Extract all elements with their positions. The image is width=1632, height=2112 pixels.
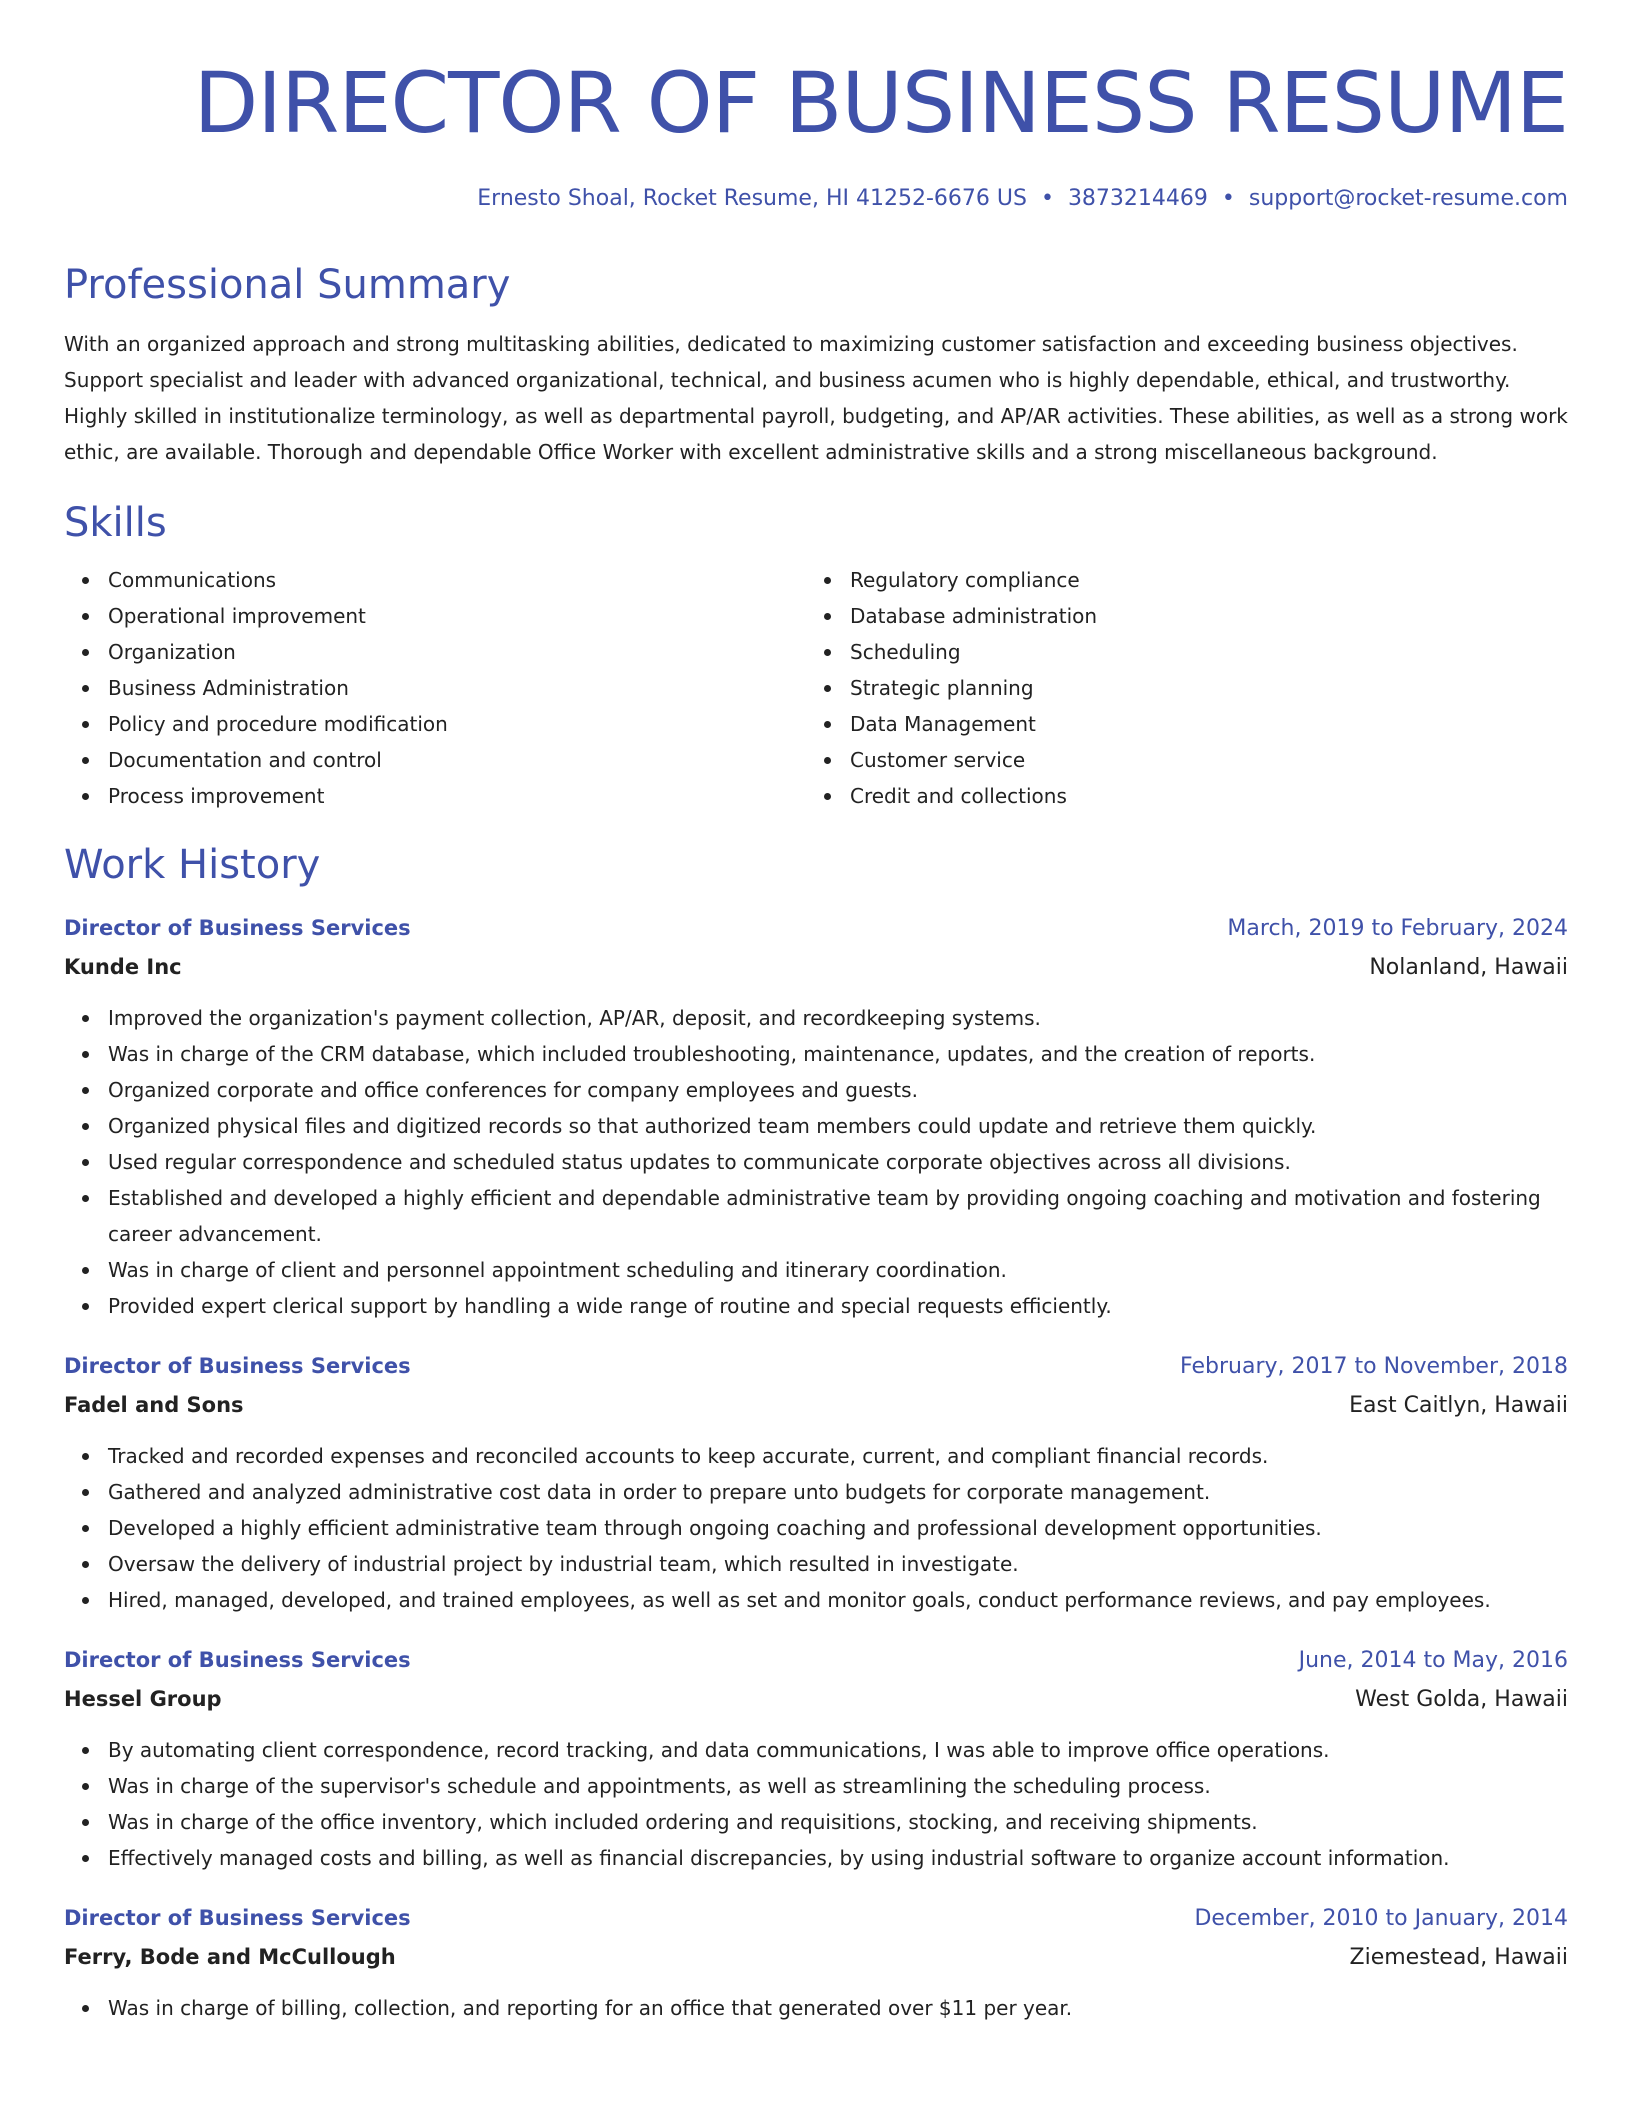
job-title: Director of Business Services: [64, 916, 411, 940]
contact-line: [64, 182, 1568, 216]
job-bullet: Effectively managed costs and billing, as well as financial discrepancies, by using industrial software to organize account information.: [108, 1840, 1568, 1876]
job-bullet: Hired, managed, developed, and trained employees, as well as set and monitor goals, conduct performance reviews, and pay employees.: [108, 1582, 1568, 1618]
job-bullet: Was in charge of the office inventory, which included ordering and requisitions, stocking, and receiving shipments.: [108, 1804, 1568, 1840]
job-header: [64, 910, 1568, 947]
job-bullet: Was in charge of the CRM database, which included troubleshooting, maintenance, updates, and the creation of reports.: [108, 1036, 1568, 1072]
skills-columns: [64, 562, 1568, 814]
contact-address: Ernesto Shoal, Rocket Resume, HI 41252-6676 US: [477, 186, 1027, 211]
job-company: Ferry, Bode and McCullough: [64, 1945, 396, 1969]
summary-text: With an organized approach and strong multitasking abilities, dedicated to maximizing customer satisfaction and exceeding business objectives. Support specialist and leader with advanced organizational, technical, and business acumen who is highly dependable, ethical, and trustworthy. Highly skilled in institutionalize terminology, as well as departmental payroll, budgeting, and AP/AR activities. These abilities, as well as a strong work ethic, are available. Thorough and dependable Office Worker with excellent administrative skills and a strong miscellaneous background.: [64, 332, 1568, 464]
skills-heading: Skills: [64, 500, 167, 546]
job-bullet: Used regular correspondence and scheduled status updates to communicate corporate objectives across all divisions.: [108, 1144, 1568, 1180]
skill-item: Communications: [108, 562, 806, 598]
job-dates: February, 2017 to November, 2018: [1180, 1354, 1568, 1379]
skill-item: Process improvement: [108, 778, 806, 814]
job-bullets: [64, 1990, 1568, 2026]
job-location: West Golda, Hawaii: [1355, 1687, 1568, 1712]
job-company: Hessel Group: [64, 1687, 222, 1711]
skill-item: Database administration: [850, 598, 1548, 634]
job-bullets: [64, 1000, 1568, 1324]
skill-item: Strategic planning: [850, 670, 1548, 706]
job-bullet: Was in charge of the supervisor's schedule and appointments, as well as streamlining the scheduling process.: [108, 1768, 1568, 1804]
job-entry: [64, 1642, 1568, 1876]
job-location: Nolanland, Hawaii: [1369, 955, 1568, 980]
job-bullet: Improved the organization's payment collection, AP/AR, deposit, and recordkeeping systems.: [108, 1000, 1568, 1036]
job-title: Director of Business Services: [64, 1648, 411, 1672]
job-bullets: [64, 1438, 1568, 1618]
job-header: [64, 1900, 1568, 1937]
job-bullet: Oversaw the delivery of industrial project by industrial team, which resulted in investigate.: [108, 1546, 1568, 1582]
job-location: Ziemestead, Hawaii: [1349, 1945, 1568, 1970]
skill-item: Data Management: [850, 706, 1548, 742]
job-dates: March, 2019 to February, 2024: [1227, 916, 1568, 941]
job-company: Kunde Inc: [64, 955, 182, 979]
job-bullet: Was in charge of billing, collection, and reporting for an office that generated over $11 per year.: [108, 1990, 1568, 2026]
job-bullet: Tracked and recorded expenses and reconciled accounts to keep accurate, current, and compliant financial records.: [108, 1438, 1568, 1474]
skill-item: Policy and procedure modification: [108, 706, 806, 742]
skills-list-right: [806, 562, 1548, 814]
job-subheader: [64, 947, 1568, 988]
job-dates: December, 2010 to January, 2014: [1194, 1906, 1568, 1931]
job-bullet: Organized physical files and digitized records so that authorized team members could update and retrieve them quickly.: [108, 1108, 1568, 1144]
skill-item: Customer service: [850, 742, 1548, 778]
job-bullet: Developed a highly efficient administrative team through ongoing coaching and professional development opportunities.: [108, 1510, 1568, 1546]
job-header: [64, 1642, 1568, 1679]
job-subheader: [64, 1937, 1568, 1978]
skill-item: Business Administration: [108, 670, 806, 706]
job-subheader: [64, 1679, 1568, 1720]
skill-item: Organization: [108, 634, 806, 670]
skill-item: Regulatory compliance: [850, 562, 1548, 598]
job-bullet: Provided expert clerical support by handling a wide range of routine and special requests efficiently.: [108, 1288, 1568, 1324]
skills-list-left: [64, 562, 806, 814]
skill-item: Credit and collections: [850, 778, 1548, 814]
job-entry: [64, 1348, 1568, 1618]
contact-separator: •: [1040, 186, 1054, 211]
work-history-heading: Work History: [64, 842, 321, 888]
skill-item: Documentation and control: [108, 742, 806, 778]
job-dates: June, 2014 to May, 2016: [1298, 1648, 1568, 1673]
job-location: East Caitlyn, Hawaii: [1349, 1393, 1568, 1418]
job-entry: [64, 910, 1568, 1324]
summary-heading: Professional Summary: [64, 262, 511, 308]
contact-separator: •: [1221, 186, 1235, 211]
job-bullet: Established and developed a highly efficient and dependable administrative team by providing ongoing coaching and motivation and fostering career advancement.: [108, 1180, 1568, 1252]
job-company: Fadel and Sons: [64, 1393, 244, 1417]
job-bullet: Organized corporate and office conferences for company employees and guests.: [108, 1072, 1568, 1108]
skill-item: Scheduling: [850, 634, 1548, 670]
job-subheader: [64, 1385, 1568, 1426]
contact-phone: 3873214469: [1067, 186, 1208, 211]
job-bullet: Gathered and analyzed administrative cost data in order to prepare unto budgets for corporate management.: [108, 1474, 1568, 1510]
job-bullet: By automating client correspondence, record tracking, and data communications, I was able to improve office operations.: [108, 1732, 1568, 1768]
job-header: [64, 1348, 1568, 1385]
job-bullet: Was in charge of client and personnel appointment scheduling and itinerary coordination.: [108, 1252, 1568, 1288]
job-entry: [64, 1900, 1568, 2026]
job-bullets: [64, 1732, 1568, 1876]
resume-title: DIRECTOR OF BUSINESS RESUME: [193, 54, 1568, 152]
job-title: Director of Business Services: [64, 1906, 411, 1930]
contact-email[interactable]: support@rocket-resume.com: [1248, 186, 1568, 211]
skill-item: Operational improvement: [108, 598, 806, 634]
job-title: Director of Business Services: [64, 1354, 411, 1378]
